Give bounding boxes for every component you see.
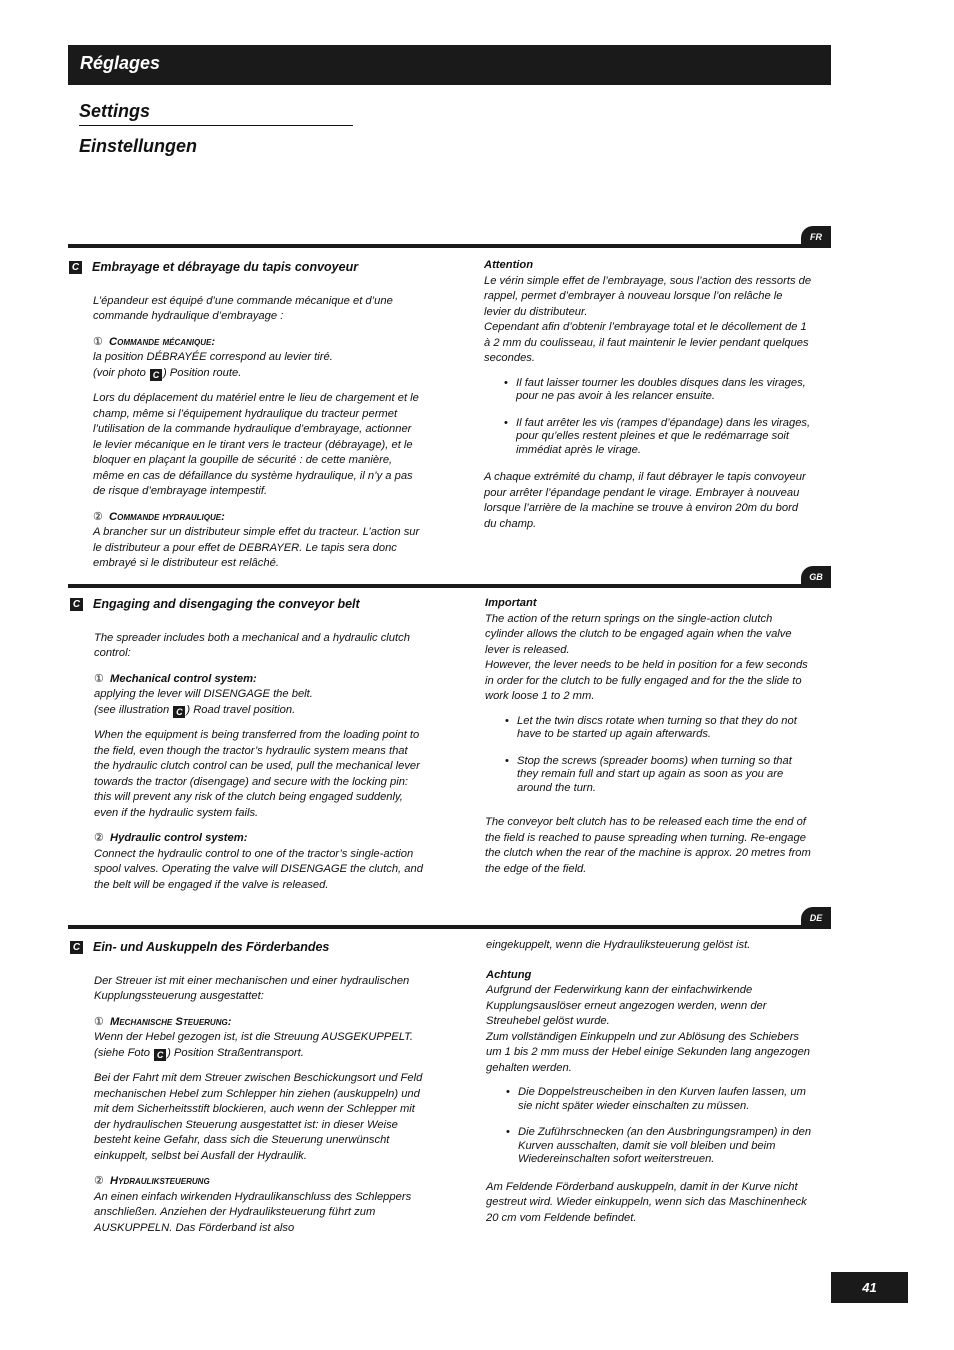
gb-mech-para: When the equipment is being transferred from the loading point to the field, even though the tractor’s hydraulic system means that the hydraulic clutch control can be used, pull the mechanical lever towards the tractor (disengage) and secure with the locking pin: this will prevent any risk of the clutch being engaged suddenly, even if the hydraulic system fails.	[94, 729, 420, 819]
list-item: • Il faut laisser tourner les doubles disques dans les virages, pour ne pas avoir à les relancer ensuite.	[506, 377, 812, 404]
list-item: • Die Doppelstreuscheiben in den Kurven laufen lassen, um sie nicht später wieder einschalten zu müssen.	[508, 1086, 814, 1113]
gb-right-column	[485, 596, 813, 887]
gb-mech-line2a: (see illustration	[94, 703, 170, 716]
lang-tab-gb: GB	[801, 566, 831, 588]
fr-hyd-label: Commande hydraulique:	[109, 510, 225, 523]
gb-mech-line2b: ) Road travel position.	[186, 703, 296, 716]
subtitle-einstellungen: Einstellungen	[79, 136, 198, 156]
photo-c-icon: C	[154, 1049, 166, 1061]
list-item: • Die Zuführschnecken (an den Ausbringungsrampen) in den Kurven ausschalten, damit sie voll bleiben und beim Wiedereinschalten sofort weiterstreuen.	[508, 1126, 814, 1167]
gb-bullet-list	[485, 715, 813, 796]
gb-important-text1: The action of the return springs on the single-action clutch cylinder allows the clutch to be engaged again when the valve lever is released.	[485, 612, 792, 656]
gb-mech-line1: applying the lever will DISENGAGE the belt.	[94, 688, 313, 700]
fr-section-title: Embrayage et débrayage du tapis convoyeur	[92, 260, 359, 274]
fr-section-heading	[71, 260, 423, 276]
circled-two-icon: ②	[94, 1175, 105, 1187]
circled-one-icon: ①	[93, 335, 104, 348]
photo-c-icon: C	[150, 369, 162, 381]
fr-bullet-list	[484, 377, 812, 458]
section-divider-de	[68, 925, 831, 929]
de-attention-label: Achtung	[486, 968, 532, 981]
de-end-text: Am Feldende Förderband auskuppeln, damit in der Kurve nicht gestreut wird. Wieder einkuppeln, wenn sich das Maschinenheck 20 cm vom Feldende befindet.	[486, 1180, 807, 1224]
fr-attention-text2: Cependant afin d’obtenir l’embrayage total et le décollement de 1 à 2 mm du coulisseau, il faut maintenir le levier pendant quelques secondes.	[484, 321, 809, 364]
de-attention-text1: Aufgrund der Federwirkung kann der einfachwirkende Kupplungsauslöser erneut angezogen werden, wenn der Streuhebel gelöst wurde.	[486, 984, 767, 1027]
gb-important-text2: However, the lever needs to be held in position for a few seconds in order for the clutch to be fully engaged and for the the slide to work loose 1 to 2 mm.	[485, 659, 808, 702]
gb-mech-label-line	[94, 672, 424, 688]
gb-intro: The spreader includes both a mechanical and a hydraulic clutch control:	[94, 631, 410, 659]
fr-mech-line2a: (voir photo	[93, 366, 146, 379]
subtitle-divider	[79, 125, 353, 126]
circled-two-icon: ②	[93, 510, 104, 523]
page-number: 41	[831, 1272, 908, 1303]
fr-end-text: A chaque extrémité du champ, il faut débrayer le tapis convoyeur pour arrêter l’épandage pendant le virage. Embrayer à nouveau lorsque l’arrière de la machine se trouve à environ 20m du bord du champ.	[484, 471, 806, 530]
circled-one-icon: ①	[94, 1015, 105, 1028]
fr-mech-line1: la position DÉBRAYÉE correspond au levier tiré.	[93, 351, 333, 363]
fr-right-column	[484, 258, 812, 542]
circled-two-icon: ②	[94, 832, 105, 844]
fr-hyd-label-line	[93, 510, 423, 526]
de-mech-label-line	[94, 1015, 426, 1031]
gb-hyd-text: Connect the hydraulic control to one of the tractor’s single-action spool valves. Operating the valve will DISENGAGE the clutch, and the belt will be engaged if the valve is released.	[94, 847, 423, 891]
de-mech-label: Mechanische Steuerung:	[110, 1015, 232, 1028]
fr-intro: L’épandeur est équipé d’une commande mécanique et d’une commande hydraulique d’embrayage :	[93, 294, 393, 322]
section-divider-fr	[68, 244, 831, 248]
fr-mech-label: Commande mécanique:	[109, 335, 216, 348]
section-c-icon: C	[70, 598, 83, 611]
lang-tab-fr: FR	[801, 226, 831, 248]
section-c-icon: C	[69, 261, 82, 274]
de-mech-line2a: (siehe Foto	[94, 1046, 150, 1059]
de-bullet-list	[486, 1086, 814, 1167]
de-attention-text2: Zum vollständigen Einkuppeln und zur Ablösung des Schiebers um 1 bis 2 mm muss der Hebel einige Sekunden lang angezogen gehalten werden.	[486, 1030, 811, 1074]
circled-one-icon: ①	[94, 672, 105, 685]
list-item: • Let the twin discs rotate when turning so that they do not have to be started up again afterwards.	[507, 715, 813, 742]
de-left-column	[72, 940, 426, 1236]
de-section-heading	[72, 940, 426, 956]
subtitle-settings: Settings	[79, 101, 151, 121]
fr-attention-label: Attention	[484, 259, 534, 271]
de-hyd-text: An einen einfach wirkenden Hydraulikanschluss des Schleppers anschließen. Anziehen der Hydrauliksteuerung führt zum AUSKUPPELN. Das Förderband ist also	[94, 1190, 412, 1234]
gb-section-heading	[72, 597, 424, 613]
fr-left-column	[71, 260, 423, 572]
fr-mech-line2b: ) Position route.	[162, 366, 242, 379]
de-hyd-label: Hydrauliksteuerung	[110, 1175, 210, 1187]
fr-mech-para: Lors du déplacement du matériel entre le lieu de chargement et le champ, même si l’équipement hydraulique du tracteur permet l’utilisation de la commande hydraulique d’embrayage, actionner le levier mécanique en le tirant vers le tracteur (débrayage), et le bloquer en plaçant la goupille de sécurité : de cette manière, même en cas de défaillance du système hydraulique, il n’y a pas de risque d’embrayage intempestif.	[93, 392, 419, 497]
de-intro: Der Streuer ist mit einer mechanischen und einer hydraulischen Kupplungssteuerung ausgestattet:	[94, 974, 410, 1002]
gb-hyd-label-line	[94, 831, 424, 847]
de-mech-line1: Wenn der Hebel gezogen ist, ist die Streuung AUSGEKUPPELT.	[94, 1031, 414, 1043]
de-mech-line2b: ) Position Straßentransport.	[167, 1046, 304, 1059]
gb-mech-label: Mechanical control system:	[110, 672, 257, 685]
fr-attention-text1: Le vérin simple effet de l’embrayage, sous l’action des ressorts de rappel, permet d’embrayer à nouveau lorsque l’on relâche le levier du distributeur.	[484, 274, 812, 318]
list-item: • Stop the screws (spreader booms) when turning so that they remain full and start up again as soon as you are around the turn.	[507, 755, 813, 796]
fr-mech-label-line	[93, 335, 423, 351]
de-mech-para: Bei der Fahrt mit dem Streuer zwischen Beschickungsort und Feld mechanischen Hebel zum Schlepper hin ziehen (auskuppeln) und mit dem Sicherheitsstift blockieren, auch wenn der Schlepper mit der hydraulischen Steuerung ausgestattet ist: in dieser Weise besteht keine Gefahr, dass sich die Steuerung unerwünscht einkuppelt, selbst bei Ausfall der Hydraulik.	[94, 1072, 423, 1162]
fr-hyd-text: A brancher sur un distributeur simple effet du tracteur. L’action sur le distributeur a pour effet de DEBRAYER. Le tapis sera donc embrayé si le distributeur est relâché.	[93, 526, 420, 569]
list-item: • Il faut arrêter les vis (rampes d’épandage) dans les virages, pour qu’elles restent pleines et que le redémarrage soit immédiat après le virage.	[506, 417, 812, 458]
de-section-title: Ein- und Auskuppeln des Förderbandes	[93, 940, 330, 954]
page-title: Réglages	[80, 53, 161, 73]
gb-section-title: Engaging and disengaging the conveyor belt	[93, 597, 360, 611]
gb-important-label: Important	[485, 597, 537, 609]
de-right-column	[486, 938, 814, 1236]
header-bar	[68, 45, 831, 85]
de-continued-text: eingekuppelt, wenn die Hydrauliksteuerung gelöst ist.	[486, 939, 751, 951]
illustration-c-icon: C	[173, 706, 185, 718]
gb-left-column	[72, 597, 424, 893]
section-c-icon: C	[70, 941, 83, 954]
gb-hyd-label: Hydraulic control system:	[110, 832, 248, 844]
lang-tab-de: DE	[801, 907, 831, 929]
gb-end-text: The conveyor belt clutch has to be released each time the end of the field is reached to pause spreading when turning. Re-engage the clutch when the rear of the machine is approx. 20 metres from the edge of the field.	[485, 816, 811, 875]
de-hyd-label-line	[94, 1174, 426, 1190]
section-divider-gb	[68, 584, 831, 588]
